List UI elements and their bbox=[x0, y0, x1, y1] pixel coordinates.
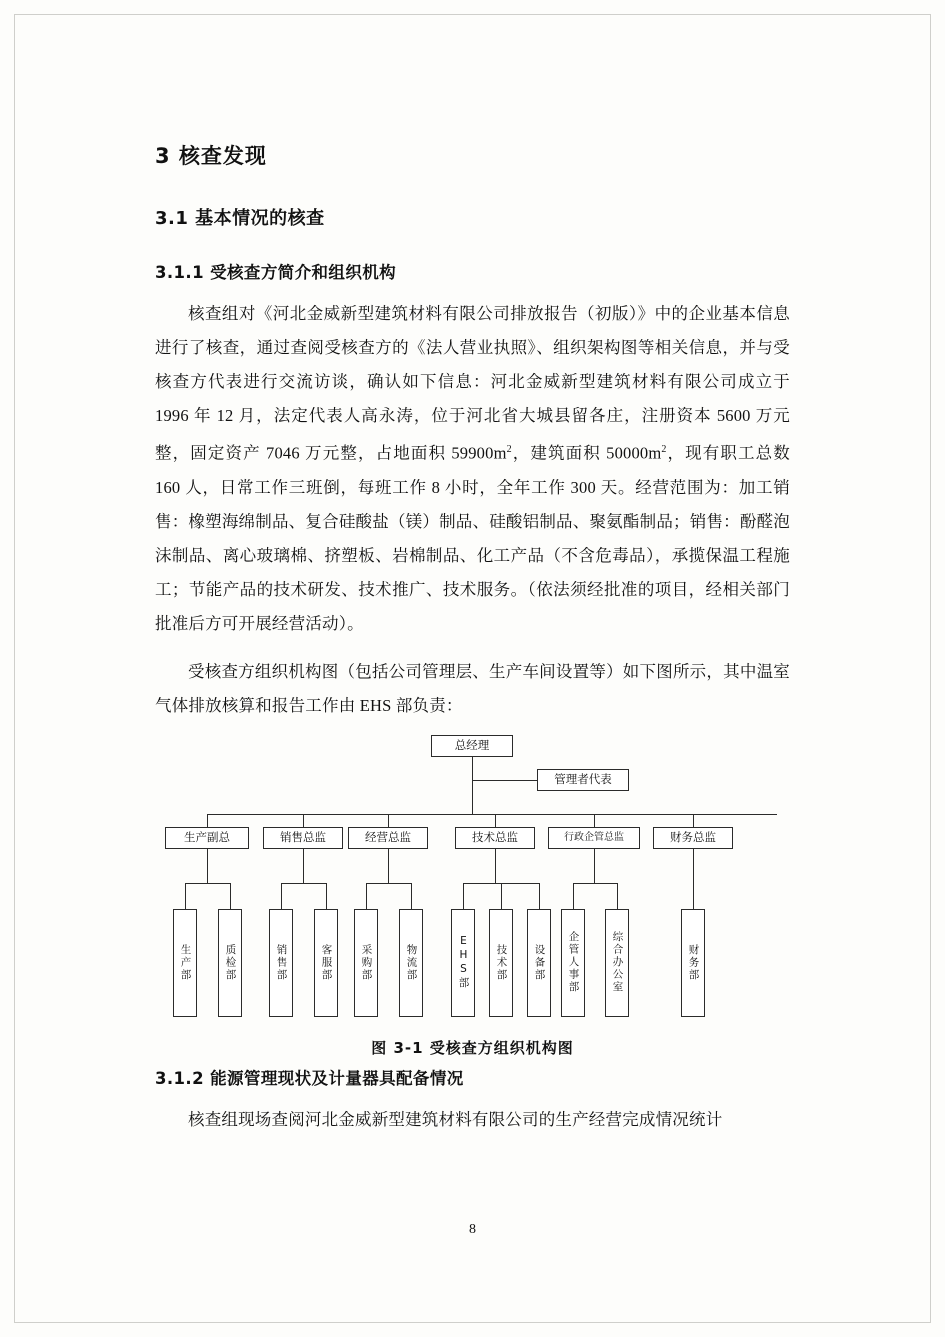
line-root-down bbox=[472, 757, 473, 814]
line-leafdrop-7 bbox=[463, 883, 464, 909]
line-leafdrop-3 bbox=[281, 883, 282, 909]
line-leafdrop-6 bbox=[411, 883, 412, 909]
heading-section-3-1: 3.1 基本情况的核查 bbox=[155, 208, 325, 229]
org-box-leaf-11: 综合办公室 bbox=[605, 909, 629, 1017]
heading-section-3: 3 核查发现 bbox=[155, 144, 267, 168]
line-subbus-5 bbox=[573, 883, 617, 884]
org-box-dept-2: 销售总监 bbox=[263, 827, 343, 849]
line-stem-4 bbox=[495, 849, 496, 883]
org-box-leaf-4: 客服部 bbox=[314, 909, 338, 1017]
org-box-dept-1: 生产副总 bbox=[165, 827, 249, 849]
org-box-leaf-9: 设备部 bbox=[527, 909, 551, 1017]
line-leafdrop-1 bbox=[185, 883, 186, 909]
line-stem-1 bbox=[207, 849, 208, 883]
line-leafdrop-11 bbox=[617, 883, 618, 909]
org-chart bbox=[155, 735, 790, 1057]
line-leafdrop-10 bbox=[573, 883, 574, 909]
page-number: 8 bbox=[469, 1222, 476, 1237]
line-leafdrop-5 bbox=[366, 883, 367, 909]
line-subbus-3 bbox=[366, 883, 411, 884]
line-leafdrop-4 bbox=[326, 883, 327, 909]
line-stem-2 bbox=[303, 849, 304, 883]
line-drop-dept-2 bbox=[303, 814, 304, 827]
superscript-area-1: 2 bbox=[506, 444, 512, 455]
org-box-leaf-8: 技术部 bbox=[489, 909, 513, 1017]
line-leafdrop-8 bbox=[501, 883, 502, 909]
org-box-root: 总经理 bbox=[431, 735, 513, 757]
paragraph-part-a: 核查组对《河北金威新型建筑材料有限公司排放报告（初版）》中的企业基本信息进行了核查，通过查阅受核查方的《法人营业执照》、组织架构图等相关信息，并与受核查方代表进行交流访谈，确认如下信息：河北金威新型建筑材料有限公司成立于 1996 年 12 月，法定代表人高永涛，位于河北省大城县留各庄，注册资本 5600 万元整，固定资产 7046 万元整，占地面积 59900m bbox=[155, 304, 790, 463]
line-leafdrop-9 bbox=[539, 883, 540, 909]
org-box-leaf-1: 生产部 bbox=[173, 909, 197, 1017]
line-subbus-1 bbox=[185, 883, 230, 884]
paragraph-energy-management: 核查组现场查阅河北金威新型建筑材料有限公司的生产经营完成情况统计 bbox=[188, 1109, 723, 1129]
org-box-leaf-7: EHS部 bbox=[451, 909, 475, 1017]
line-leafdrop-2 bbox=[230, 883, 231, 909]
line-root-to-rep bbox=[472, 780, 537, 781]
figure-caption: 图 3-1 受核查方组织机构图 bbox=[371, 1038, 574, 1057]
page-content bbox=[155, 140, 790, 1137]
org-box-leaf-2: 质检部 bbox=[218, 909, 242, 1017]
org-box-dept-3: 经营总监 bbox=[348, 827, 428, 849]
org-box-dept-5: 行政企管总监 bbox=[548, 827, 640, 849]
org-box-management-rep: 管理者代表 bbox=[537, 769, 629, 791]
line-drop-dept-1 bbox=[207, 814, 208, 827]
heading-section-3-1-2: 3.1.2 能源管理现状及计量器具配备情况 bbox=[155, 1068, 464, 1088]
line-stem-5 bbox=[594, 849, 595, 883]
line-subbus-2 bbox=[281, 883, 326, 884]
line-drop-dept-3 bbox=[388, 814, 389, 827]
paragraph-company-info bbox=[155, 297, 790, 641]
heading-section-3-1-1: 3.1.1 受核查方简介和组织机构 bbox=[155, 263, 397, 282]
line-drop-dept-5 bbox=[594, 814, 595, 827]
org-box-leaf-5: 采购部 bbox=[354, 909, 378, 1017]
paragraph-part-c: ，现有职工总数 160 人，日常工作三班倒，每班工作 8 小时，全年工作 300 天。经营范围为：加工销售：橡塑海绵制品、复合硅酸盐（镁）制品、硅酸铝制品、聚氨酯制品；销售：酚醛泡沫制品、离心玻璃棉、挤塑板、岩棉制品、化工产品（不含危毒品），承揽保温工程施工；节能产品的技术研发、技术推广、技术服务。（依法须经批准的项目，经相关部门批准后方可开展经营活动）。 bbox=[155, 443, 791, 633]
org-box-dept-4: 技术总监 bbox=[455, 827, 535, 849]
superscript-area-2: 2 bbox=[661, 444, 667, 455]
org-box-leaf-10: 企管人事部 bbox=[561, 909, 585, 1017]
org-box-leaf-12: 财务部 bbox=[681, 909, 705, 1017]
org-box-leaf-6: 物流部 bbox=[399, 909, 423, 1017]
line-drop-dept-6 bbox=[693, 814, 694, 827]
line-drop-dept-4 bbox=[495, 814, 496, 827]
line-department-bus bbox=[207, 814, 777, 815]
org-box-leaf-3: 销售部 bbox=[269, 909, 293, 1017]
org-box-dept-6: 财务总监 bbox=[653, 827, 733, 849]
line-stem-6 bbox=[693, 849, 694, 909]
paragraph-org-intro: 受核查方组织机构图（包括公司管理层、生产车间设置等）如下图所示，其中温室气体排放核算和报告工作由 EHS 部负责： bbox=[155, 661, 790, 715]
paragraph-part-b: ，建筑面积 50000m bbox=[511, 443, 662, 463]
line-stem-3 bbox=[388, 849, 389, 883]
